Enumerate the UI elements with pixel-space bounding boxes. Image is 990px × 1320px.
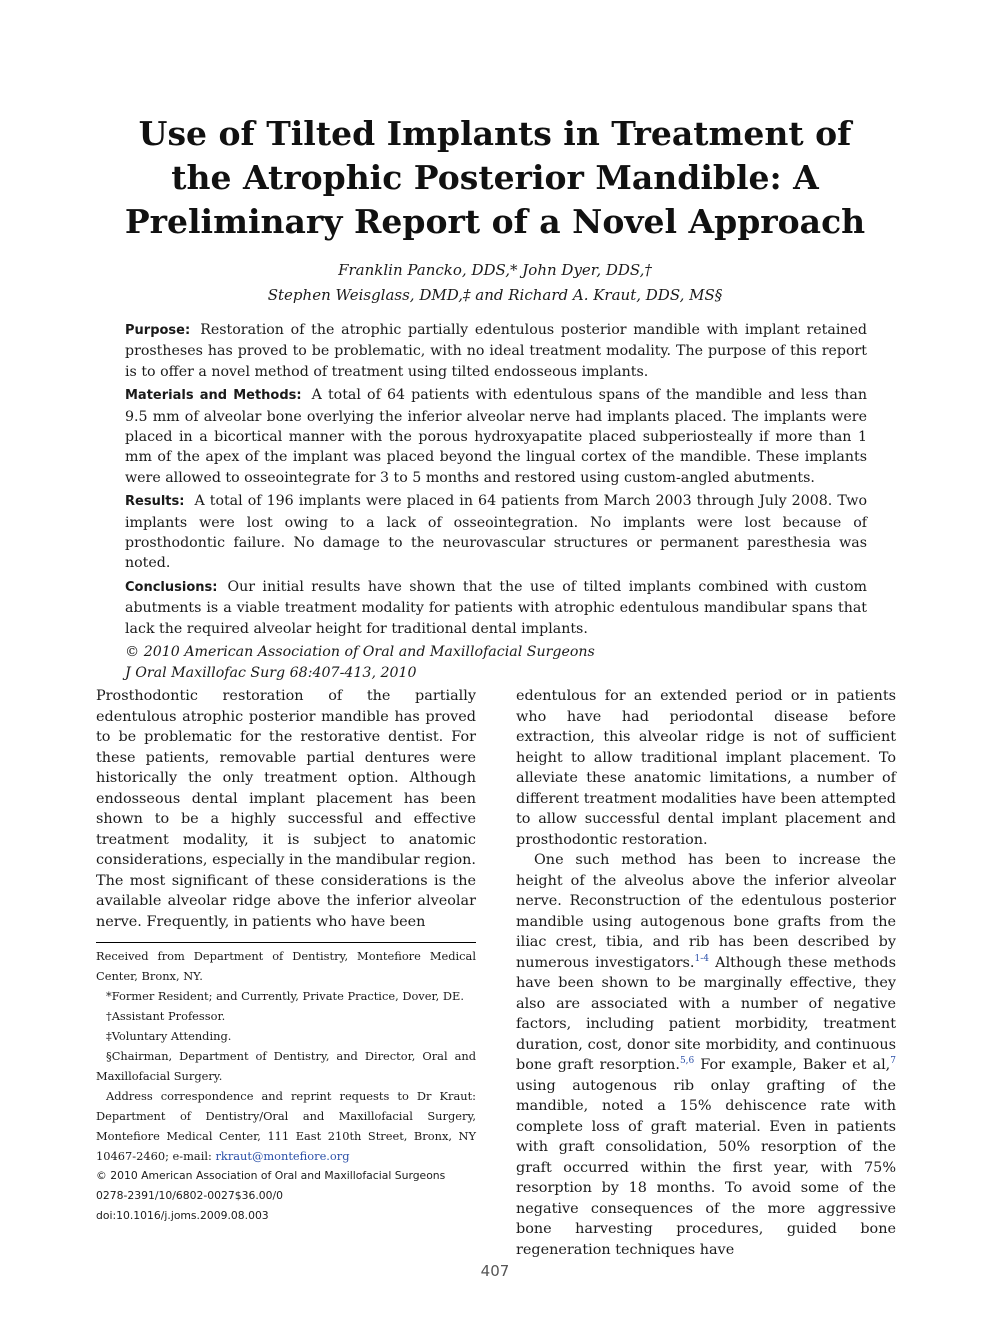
abstract-text: Our initial results have shown that the use of tilted implants combined with custom abutments is a viable treatment modality for patients with atrophic edentulous mandibular spans that lack the required alveolar height for traditional dental implants. [125, 578, 867, 637]
body-column-right [516, 686, 896, 1260]
author-line: Stephen Weisglass, DMD,‡ and Richard A. Kraut, DDS, MS§ [267, 286, 723, 304]
abstract-results [125, 491, 867, 574]
reference-link[interactable]: 7 [890, 1056, 896, 1067]
abstract-copyright: © 2010 American Association of Oral and Maxillofacial Surgeons [125, 644, 595, 661]
body-text: Although these methods have been shown to be marginally effective, they also are associated with a number of negative factors, including patient morbidity, treatment duration, cost, donor site morbidity, and continuous bone graft resorption. [516, 954, 896, 1073]
body-text: One such method has been to increase the height of the alveolus above the inferior alveolar nerve. Reconstruction of the edentulous posterior mandible using autogenous bone grafts from the iliac crest, tibia, and rib has been described by numerous investigators. [516, 852, 896, 971]
abstract-conclusions [125, 577, 867, 639]
footnote-divider [96, 942, 476, 943]
title-line: the Atrophic Posterior Mandible: A [171, 158, 819, 197]
reference-link[interactable]: 5,6 [679, 1056, 695, 1067]
title-line: Preliminary Report of a Novel Approach [124, 202, 866, 241]
footnote-copyright: © 2010 American Association of Oral and Maxillofacial Surgeons [96, 1169, 446, 1182]
page-number: 407 [480, 1262, 510, 1280]
address-text: Address correspondence and reprint requests to Dr Kraut: Department of Dentistry/Oral and Maxillofacial Surgery, Montefiore Medical Center, 111 East 210th Street, Bronx, NY 10467-2460; e-mail: [96, 1089, 476, 1163]
body-text: For example, Baker et al, [694, 1057, 891, 1073]
body-column-left [96, 686, 476, 932]
abstract-label: Materials and Methods: [125, 388, 302, 404]
abstract-label: Conclusions: [125, 579, 218, 595]
article-title [110, 112, 880, 244]
footnote-address [96, 1086, 476, 1166]
body-paragraph: Prosthodontic restoration of the partially edentulous atrophic posterior mandible has proved to be problematic for the restorative dentist. For these patients, removable partial dentures were historically the only treatment option. Although endosseous dental implant placement has been shown to be a highly successful and effective treatment modality, it is subject to anatomic considerations, especially in the mandibular region. The most significant of these considerations is the available alveolar ridge above the inferior alveolar nerve. Frequently, in patients who have been [96, 688, 476, 930]
abstract-text: Restoration of the atrophic partially edentulous posterior mandible with implant retained prostheses has proved to be problematic, with no ideal treatment modality. The purpose of this report is to offer a novel method of treatment using tilted endosseous implants. [125, 322, 867, 380]
footnote: *Former Resident; and Currently, Private Practice, Dover, DE. [106, 989, 464, 1003]
abstract-text: A total of 64 patients with edentulous spans of the mandible and less than 9.5 mm of alveolar bone overlying the inferior alveolar nerve had implants placed. The implants were placed in a bicortical manner with the porous hydroxyapatite placed subperiosteally if more than 1 mm of the apex of the implant was placed beyond the lingual cortex of the mandible. These implants were allowed to osseointegrate for 3 to 5 months and restored using custom-angled abutments. [125, 387, 867, 486]
abstract-label: Results: [125, 494, 185, 510]
footnote: ‡Voluntary Attending. [106, 1029, 232, 1043]
footnotes [96, 946, 476, 1226]
title-line: Use of Tilted Implants in Treatment of [138, 114, 852, 153]
footnote: §Chairman, Department of Dentistry, and Director, Oral and Maxillofacial Surgery. [96, 1049, 476, 1083]
author-list [110, 258, 880, 308]
abstract-methods [125, 385, 867, 488]
abstract-label: Purpose: [125, 323, 191, 338]
footnote-doi: doi:10.1016/j.joms.2009.08.003 [96, 1209, 269, 1222]
footnote: †Assistant Professor. [106, 1009, 226, 1023]
abstract [125, 320, 867, 683]
author-line: Franklin Pancko, DDS,* John Dyer, DDS,† [338, 261, 652, 279]
reference-link[interactable]: 1-4 [694, 953, 709, 964]
journal-citation: J Oral Maxillofac Surg 68:407-413, 2010 [125, 664, 417, 681]
body-paragraph: edentulous for an extended period or in patients who have had periodontal disease before extraction, this alveolar ridge is not of sufficient height to allow traditional implant placement. To alleviate these anatomic limitations, a number of different treatment modalities have been attempted to allow successful dental implant placement and prosthodontic restoration. [516, 688, 896, 848]
body-paragraph [516, 850, 896, 1260]
abstract-text: A total of 196 implants were placed in 64 patients from March 2003 through July 2008. Two implants were lost owing to a lack of osseointegration. No implants were lost because of prosthodontic failure. No damage to the neurovascular structures or permanent paresthesia was noted. [125, 493, 867, 572]
footnote-received: Received from Department of Dentistry, Montefiore Medical Center, Bronx, NY. [96, 949, 476, 983]
footnote-issn: 0278-2391/10/6802-0027$36.00/0 [96, 1189, 284, 1202]
abstract-purpose [125, 320, 867, 382]
email-link[interactable]: rkraut@montefiore.org [215, 1149, 350, 1163]
body-text: using autogenous rib onlay grafting of the mandible, noted a 15% dehiscence rate with complete loss of graft material. Even in patients with graft consolidation, 50% resorption of the graft occurred within the first year, with 75% resorption by 18 months. To avoid some of the negative consequences of the more aggressive bone harvesting procedures, guided bone regeneration techniques have [516, 1077, 896, 1258]
